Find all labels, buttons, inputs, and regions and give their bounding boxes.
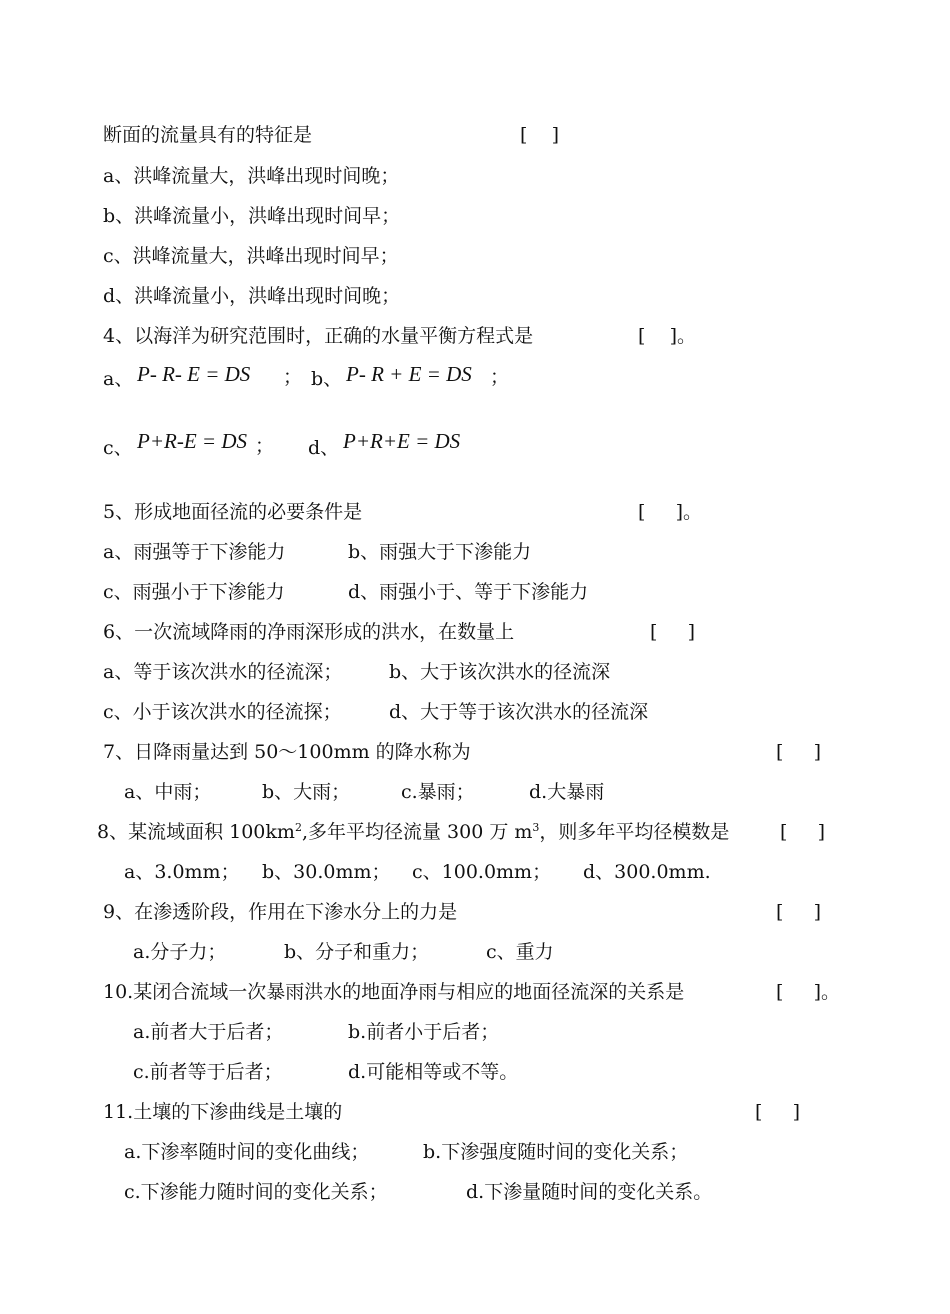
- q6-option-c: c、小于该次洪水的径流探；: [103, 701, 342, 723]
- q4-option-b-formula: P- R + E = DS: [346, 362, 472, 386]
- q4-answer-bracket: [ ]。: [638, 325, 696, 347]
- q10-option-d: d.可能相等或不等。: [348, 1061, 519, 1083]
- q8-stem: 8、某流域面积 $100km^2$,多年平均径流量 300 万 $m^3$，则多年平均径模数是: [97, 821, 730, 843]
- q11-answer-bracket: [ ]: [755, 1101, 801, 1123]
- q8-option-b: b、30.0mm；: [262, 861, 391, 883]
- q5-option-c: c、雨强小于下渗能力: [103, 581, 285, 603]
- q8-option-d: d、300.0mm.: [583, 861, 711, 883]
- q4-option-b-sep: ；: [490, 366, 510, 388]
- q4-option-c-formula: P+R-E = DS: [137, 429, 247, 453]
- q10-answer-bracket: [ ]。: [776, 981, 841, 1003]
- q9-stem: 9、在渗透阶段，作用在下渗水分上的力是: [103, 901, 458, 923]
- q11-option-c: c.下渗能力随时间的变化关系；: [124, 1181, 388, 1203]
- q4-option-c-sep: ；: [255, 435, 275, 457]
- q5-answer-bracket: [ ]。: [638, 501, 703, 523]
- q9-option-c: c、重力: [486, 941, 554, 963]
- q5-option-a: a、雨强等于下渗能力: [103, 541, 286, 563]
- q4-stem: 4、以海洋为研究范围时，正确的水量平衡方程式是: [103, 325, 534, 347]
- q9-answer-bracket: [ ]: [776, 901, 822, 923]
- q6-option-b: b、大于该次洪水的径流深: [389, 661, 611, 683]
- q5-option-b: b、雨强大于下渗能力: [348, 541, 532, 563]
- q7-option-c: c.暴雨；: [401, 781, 475, 803]
- q4-option-d-label: d、: [308, 437, 340, 459]
- q8-answer-bracket: [ ]: [780, 821, 826, 843]
- q3-option-a: a、洪峰流量大，洪峰出现时间晚；: [103, 165, 400, 187]
- q7-option-a: a、中雨；: [124, 781, 212, 803]
- q3-stem: 断面的流量具有的特征是: [103, 124, 313, 146]
- q10-option-a: a.前者大于后者；: [133, 1021, 284, 1043]
- q4-option-d-formula: P+R+E = DS: [343, 429, 461, 453]
- q6-stem: 6、一次流域降雨的净雨深形成的洪水，在数量上: [103, 621, 515, 643]
- q5-stem: 5、形成地面径流的必要条件是: [103, 501, 363, 523]
- q10-option-c: c.前者等于后者；: [133, 1061, 283, 1083]
- q11-option-a: a.下渗率随时间的变化曲线；: [124, 1141, 370, 1163]
- q4-option-c-label: c、: [103, 437, 133, 459]
- q11-option-d: d.下渗量随时间的变化关系。: [466, 1181, 713, 1203]
- q7-option-b: b、大雨；: [262, 781, 351, 803]
- q9-option-a: a.分子力；: [133, 941, 227, 963]
- q6-option-d: d、大于等于该次洪水的径流深: [389, 701, 649, 723]
- q4-option-a-sep: ；: [283, 366, 303, 388]
- q7-option-d: d.大暴雨: [529, 781, 605, 803]
- q10-option-b: b.前者小于后者；: [348, 1021, 500, 1043]
- q6-answer-bracket: [ ]: [650, 621, 696, 643]
- q3-option-c: c、洪峰流量大，洪峰出现时间早；: [103, 245, 399, 267]
- q3-option-b: b、洪峰流量小，洪峰出现时间早；: [103, 205, 401, 227]
- q8-option-c: c、100.0mm；: [412, 861, 552, 883]
- q3-answer-bracket: [ ]: [520, 124, 559, 146]
- q5-option-d: d、雨强小于、等于下渗能力: [348, 581, 589, 603]
- q3-option-d: d、洪峰流量小，洪峰出现时间晚；: [103, 285, 401, 307]
- q7-stem: 7、日降雨量达到 50～100mm 的降水称为: [103, 741, 471, 763]
- q8-option-a: a、3.0mm；: [124, 861, 240, 883]
- q6-option-a: a、等于该次洪水的径流深；: [103, 661, 343, 683]
- q4-option-a-label: a、: [103, 368, 134, 390]
- q4-option-b-label: b、: [311, 368, 343, 390]
- q9-option-b: b、分子和重力；: [284, 941, 430, 963]
- q11-option-b: b.下渗强度随时间的变化关系；: [423, 1141, 689, 1163]
- q10-stem: 10.某闭合流域一次暴雨洪水的地面净雨与相应的地面径流深的关系是: [103, 981, 685, 1003]
- q8-volume-exponent: 3: [532, 821, 540, 834]
- q11-stem: 11.土壤的下渗曲线是土壤的: [103, 1101, 343, 1123]
- q4-option-a-formula: P- R- E = DS: [137, 362, 251, 386]
- q8-area-exponent: 2: [294, 821, 302, 834]
- q7-answer-bracket: [ ]: [776, 741, 822, 763]
